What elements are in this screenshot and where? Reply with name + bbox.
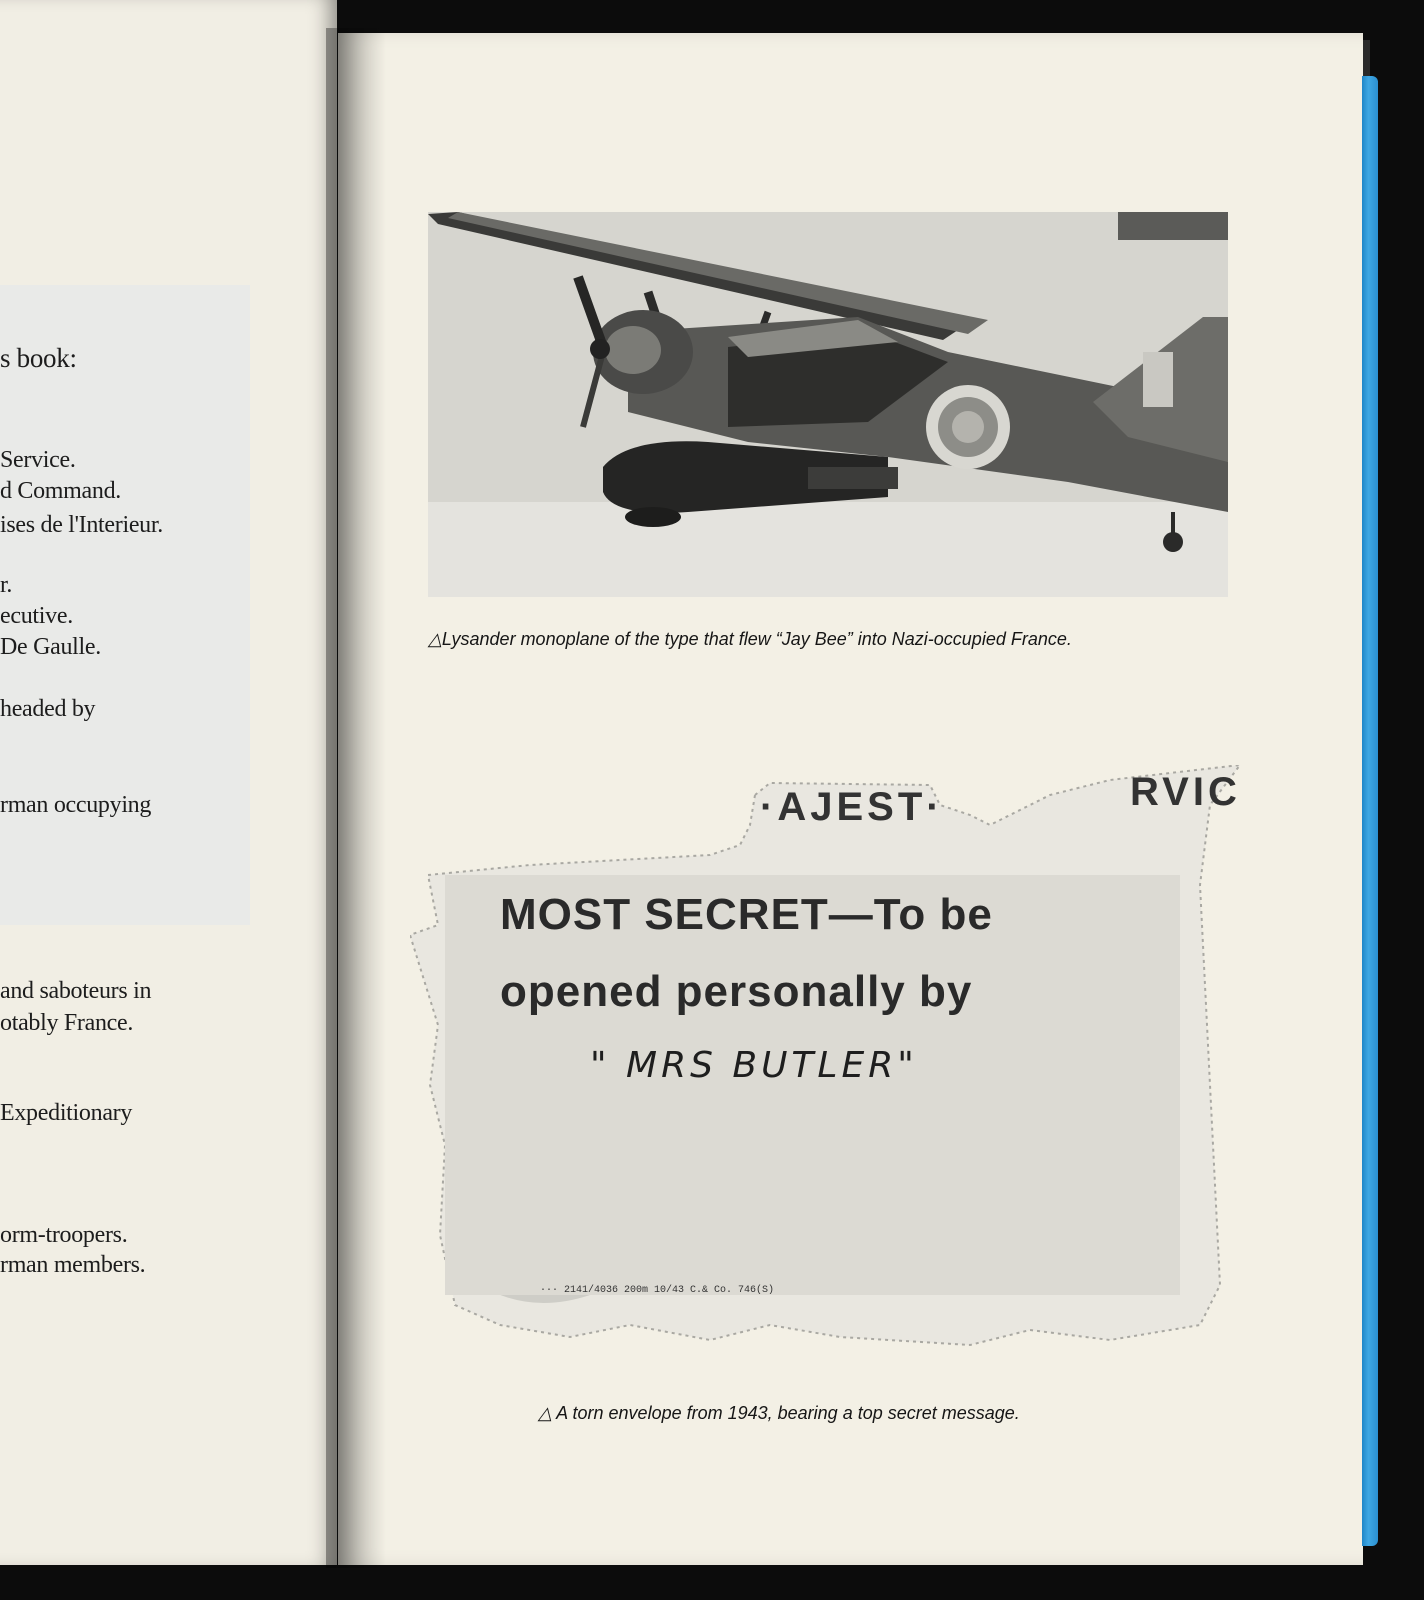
envelope-handwriting: " MRS BUTLER": [590, 1045, 918, 1086]
book-cover-edge: [1362, 76, 1378, 1546]
left-text-line: and saboteurs in: [0, 978, 152, 1004]
left-text-line: r.: [0, 572, 13, 598]
envelope-caption: △ A torn envelope from 1943, bearing a top secret message.: [538, 1403, 1020, 1423]
left-text-line: rman occupying: [0, 792, 152, 818]
lysander-photo: [428, 212, 1228, 597]
envelope-stamp-left: ·AJEST·: [760, 785, 944, 829]
torn-envelope: [410, 765, 1250, 1365]
envelope-heading-line2: opened personally by: [500, 967, 973, 1016]
envelope-heading-line1: MOST SECRET—To be: [500, 890, 993, 939]
left-text-line: De Gaulle.: [0, 634, 101, 660]
left-text-line: orm-troopers.: [0, 1222, 128, 1248]
left-text-line: rman members.: [0, 1252, 146, 1278]
left-text-line: Expeditionary: [0, 1100, 133, 1126]
left-text-line: d Command.: [0, 478, 121, 504]
left-text-line: otably France.: [0, 1010, 134, 1036]
photo-caption: △Lysander monoplane of the type that flew “Jay Bee” into Nazi-occupied France.: [428, 629, 1072, 649]
page-gutter-shadow: [326, 28, 386, 1568]
left-text-line: ises de l'Interieur.: [0, 512, 163, 538]
left-page: [0, 0, 337, 1565]
left-text-line: headed by: [0, 696, 96, 722]
envelope-print-code: ··· 2141/4036 200m 10/43 C.& Co. 746(S): [540, 1285, 775, 1296]
left-text-line: s book:: [0, 343, 77, 373]
left-text-line: ecutive.: [0, 603, 73, 629]
left-text-line: Service.: [0, 447, 76, 473]
envelope-stamp-right: RVIC: [1130, 770, 1241, 814]
lysander-aircraft-image: [428, 212, 1228, 597]
